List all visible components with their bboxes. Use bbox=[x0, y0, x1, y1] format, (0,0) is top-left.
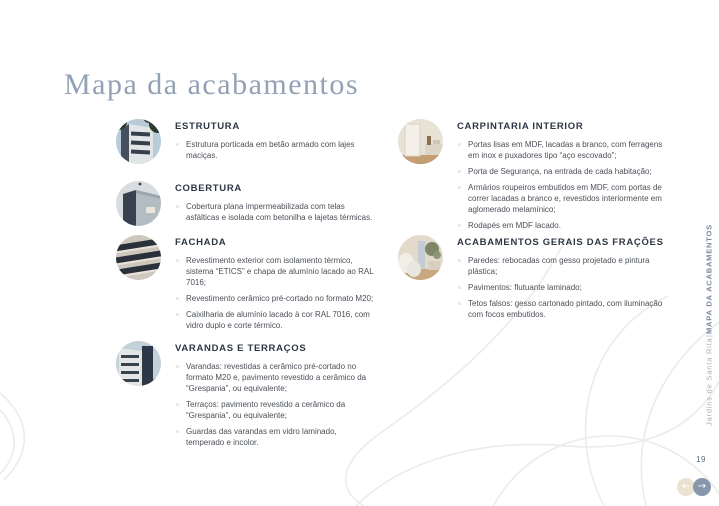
cobertura-photo bbox=[116, 181, 161, 226]
page-number: 19 bbox=[696, 455, 706, 464]
bullet-item: ◦ Varandas: revestidas a cerâmico pré-cortado no formato M20 e, pavimento revestido a cerâmico da “Grespania”, ou equivalente; bbox=[175, 361, 374, 394]
section-cobertura bbox=[116, 181, 374, 228]
bullet-item: ◦ Portas lisas em MDF, lacadas a branco, com ferragens em inox e puxadores tipo “aço escovado”; bbox=[457, 139, 668, 161]
section-fachada bbox=[116, 235, 374, 336]
section-estrutura bbox=[116, 119, 374, 166]
section-carpintaria bbox=[398, 119, 668, 236]
varandas-photo bbox=[116, 341, 161, 386]
bullet-item: ◦ Revestimento exterior com isolamento térmico, sistema “ETICS” e chapa de alumínio lacado ao RAL 7016; bbox=[175, 255, 374, 288]
sidebar-vertical-label bbox=[701, 190, 717, 460]
bullet-item: ◦ Caixilharia de alumínio lacado à cor RAL 7016, com vidro duplo e corte térmico. bbox=[175, 309, 374, 331]
section-heading: VARANDAS E TERRAÇOS bbox=[175, 343, 307, 354]
bullet-item: ◦ Guardas das varandas em vidro laminado, temperado e incolor. bbox=[175, 426, 374, 448]
arrow-left-icon: ← bbox=[681, 481, 691, 492]
section-varandas bbox=[116, 341, 374, 453]
section-heading: ACABAMENTOS GERAIS DAS FRAÇÕES bbox=[457, 237, 664, 248]
arrow-right-icon: → bbox=[697, 481, 707, 492]
bullet-item: ◦ Armários roupeiros embutidos em MDF, com portas de correr lacadas a branco e, revestidos interiormente em aglomerado melamínico; bbox=[457, 182, 668, 215]
bullet-item: ◦ Cobertura plana impermeabilizada com telas asfálticas e isolada com betonilha e lajetas térmicas. bbox=[175, 201, 374, 223]
carpintaria-photo bbox=[398, 119, 443, 164]
next-page-button[interactable] bbox=[693, 478, 711, 496]
bullet-item: ◦ Porta de Segurança, na entrada de cada habitação; bbox=[457, 166, 668, 177]
page-title: Mapa da acabamentos bbox=[64, 68, 360, 102]
bullet-item: ◦ Rodapés em MDF lacado. bbox=[457, 220, 668, 231]
section-heading: FACHADA bbox=[175, 237, 227, 248]
section-heading: COBERTURA bbox=[175, 183, 242, 194]
bullet-item: ◦ Pavimentos: flutuante laminado; bbox=[457, 282, 668, 293]
section-acabamentos-gerais bbox=[398, 235, 668, 325]
acabamentos-photo bbox=[398, 235, 443, 280]
bullet-item: ◦ Terraços: pavimento revestido a cerâmico da “Grespania”, ou equivalente; bbox=[175, 399, 374, 421]
sidebar-doc-title: MAPA DA ACABAMENTOS bbox=[704, 224, 714, 335]
section-heading: CARPINTARIA INTERIOR bbox=[457, 121, 584, 132]
bullet-item: ◦ Tetos falsos: gesso cartonado pintado, com iluminação com focos embutidos. bbox=[457, 298, 668, 320]
page-navigation bbox=[677, 478, 711, 496]
fachada-photo bbox=[116, 235, 161, 280]
section-heading: ESTRUTURA bbox=[175, 121, 240, 132]
bullet-item: ◦ Revestimento cerâmico pré-cortado no formato M20; bbox=[175, 293, 374, 304]
estrutura-photo bbox=[116, 119, 161, 164]
sidebar-separator: | bbox=[704, 334, 714, 338]
sidebar-project-name: Jardins de Santa Rita bbox=[704, 337, 714, 426]
bullet-item: ◦ Paredes: rebocadas com gesso projetado e pintura plástica; bbox=[457, 255, 668, 277]
bullet-item: ◦ Estrutura porticada em betão armado com lajes maciças. bbox=[175, 139, 374, 161]
